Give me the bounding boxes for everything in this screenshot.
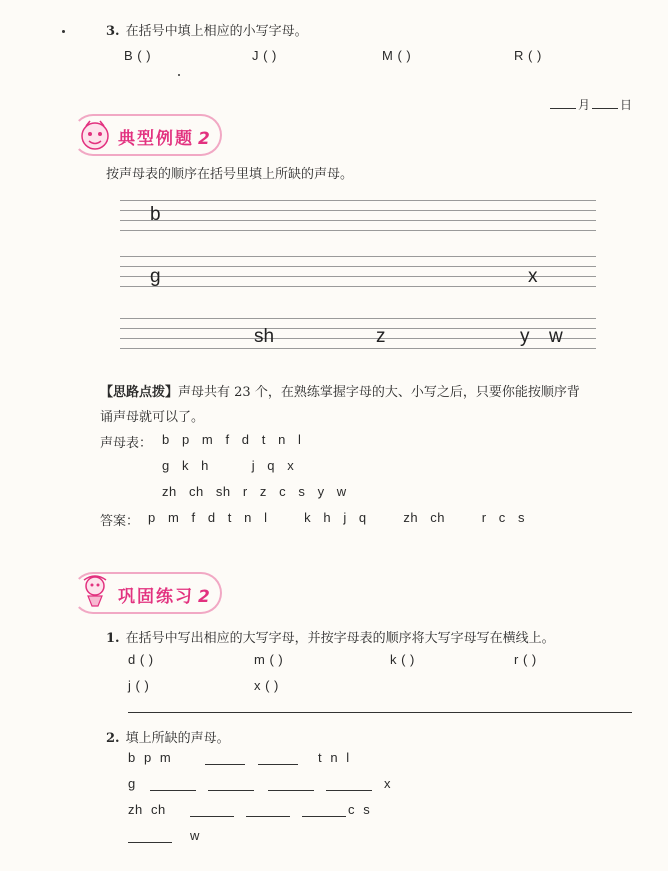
hint-paragraph	[100, 381, 580, 400]
answer-item: r ( )	[514, 652, 537, 667]
question-number: 2.	[106, 731, 120, 746]
answer-item: d ( )	[128, 652, 154, 667]
mascot-icon	[78, 574, 112, 608]
fill-blank[interactable]	[128, 830, 172, 843]
practice-question-2	[106, 727, 230, 746]
letter-sequence: zh ch	[128, 802, 166, 817]
hint-label: 【思路点拨】	[100, 385, 179, 400]
fill-blank[interactable]	[150, 778, 196, 791]
day-label: 日	[620, 98, 633, 112]
grid-letter: z	[376, 326, 386, 347]
question-text: 填上所缺的声母。	[125, 731, 230, 746]
grid-letter: sh	[254, 326, 275, 347]
initials-row: g k h j q x	[162, 458, 295, 473]
answer-item: x ( )	[254, 678, 279, 693]
fill-blank[interactable]	[258, 752, 298, 765]
answer-item: m ( )	[254, 652, 284, 667]
fill-blank[interactable]	[190, 804, 234, 817]
answer-item: M ( )	[382, 48, 412, 63]
question-text: 在括号中填上相应的小写字母。	[125, 24, 308, 39]
grid-letter: y	[520, 326, 530, 347]
letter-sequence: w	[190, 828, 200, 843]
answer-line	[128, 712, 632, 713]
question-3	[106, 20, 308, 39]
letter-sequence: t n l	[318, 750, 350, 765]
practice-question-1	[106, 627, 555, 646]
example-instruction: 按声母表的顺序在括号里填上所缺的声母。	[106, 167, 354, 182]
section-title-text: 巩固练习	[118, 587, 194, 607]
hint-text: 声母共有 23 个，在熟练掌握字母的大、小写之后，只要你能按顺序背	[178, 385, 580, 400]
fill-blank[interactable]	[268, 778, 314, 791]
answer-item: R ( )	[514, 48, 542, 63]
section-header-practice	[78, 570, 228, 612]
month-blank	[550, 97, 576, 109]
section-title	[118, 124, 212, 149]
fill-blank[interactable]	[208, 778, 254, 791]
fill-blank[interactable]	[326, 778, 372, 791]
section-title	[118, 582, 212, 607]
mascot-icon	[78, 118, 112, 152]
section-title-text: 典型例题	[118, 129, 194, 149]
letter-sequence: g	[128, 776, 136, 791]
date-field	[548, 96, 632, 113]
writing-grid	[120, 200, 596, 240]
fill-blank[interactable]	[246, 804, 290, 817]
grid-letter: x	[528, 266, 538, 287]
answer-item: J ( )	[252, 48, 277, 63]
initials-row: zh ch sh r z c s y w	[162, 484, 347, 499]
answer-item: j ( )	[128, 678, 150, 693]
fill-blank[interactable]	[302, 804, 346, 817]
ink-dot	[62, 30, 65, 33]
month-label: 月	[578, 98, 591, 112]
fill-blank[interactable]	[205, 752, 245, 765]
day-blank	[592, 97, 618, 109]
answer-item: B ( )	[124, 48, 152, 63]
letter-sequence: x	[384, 776, 391, 791]
grid-letter: g	[150, 266, 161, 287]
writing-grid	[120, 256, 596, 296]
answer-item: k ( )	[390, 652, 415, 667]
initials-table-label: 声母表：	[100, 436, 153, 451]
question-number: 1.	[106, 631, 120, 646]
section-number: 2	[198, 587, 212, 607]
answer-label: 答案：	[100, 514, 140, 529]
initials-row: b p m f d t n l	[162, 432, 302, 447]
section-header-example	[78, 112, 228, 154]
hint-text-cont: 诵声母就可以了。	[100, 410, 205, 425]
ink-dot	[178, 74, 180, 76]
letter-sequence: c s	[348, 802, 371, 817]
section-number: 2	[198, 129, 212, 149]
grid-letter: b	[150, 204, 161, 225]
letter-sequence: b p m	[128, 750, 172, 765]
question-number: 3.	[106, 24, 120, 39]
grid-letter: w	[549, 326, 563, 347]
question-text: 在括号中写出相应的大写字母，并按字母表的顺序将大写字母写在横线上。	[125, 631, 555, 646]
answer-text: p m f d t n l k h j q zh ch r c s	[148, 510, 525, 525]
